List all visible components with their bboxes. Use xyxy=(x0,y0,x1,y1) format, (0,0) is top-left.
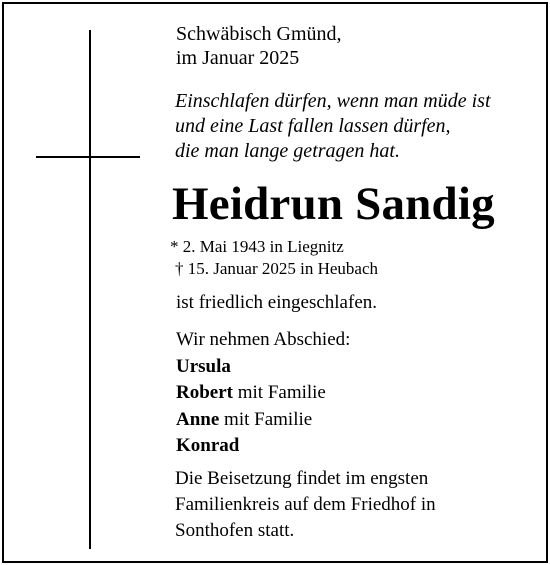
death-line: † 15. Januar 2025 in Heubach xyxy=(175,259,379,278)
quote-line: die man lange getragen hat. xyxy=(175,140,400,162)
memorial-quote xyxy=(175,89,491,164)
birth-line: * 2. Mai 1943 in Liegnitz xyxy=(170,237,344,256)
mourners-block xyxy=(176,327,350,460)
cross-vertical-bar xyxy=(89,30,91,549)
mourner-name: Konrad xyxy=(176,435,240,456)
burial-line: Sonthofen statt. xyxy=(175,520,295,541)
cross-horizontal-bar xyxy=(36,156,140,158)
date-line: im Januar 2025 xyxy=(176,47,300,69)
farewell-intro: Wir nehmen Abschied: xyxy=(176,329,351,350)
deceased-name: Heidrun Sandig xyxy=(172,178,495,230)
mourner-suffix: mit Familie xyxy=(232,382,326,403)
burial-line: Familienkreis auf dem Friedhof in xyxy=(175,494,436,515)
mourner-name: Ursula xyxy=(176,355,231,377)
mourner-line xyxy=(176,407,350,434)
mourner-suffix: mit Familie xyxy=(219,408,313,430)
life-dates xyxy=(170,236,378,280)
passed-away-text: ist friedlich eingeschlafen. xyxy=(176,292,378,313)
burial-notice xyxy=(175,466,436,544)
quote-line: Einschlafen dürfen, wenn man müde ist xyxy=(175,90,491,112)
quote-line: und eine Last fallen lassen dürfen, xyxy=(175,115,451,137)
place-line: Schwäbisch Gmünd, xyxy=(176,23,342,45)
mourner-line xyxy=(176,380,350,407)
mourner-line xyxy=(176,354,350,381)
mourner-line xyxy=(176,433,350,460)
place-and-date xyxy=(176,22,342,70)
mourner-name: Robert xyxy=(176,382,233,403)
mourner-name: Anne xyxy=(176,408,220,430)
burial-line: Die Beisetzung findet im engsten xyxy=(175,468,429,489)
